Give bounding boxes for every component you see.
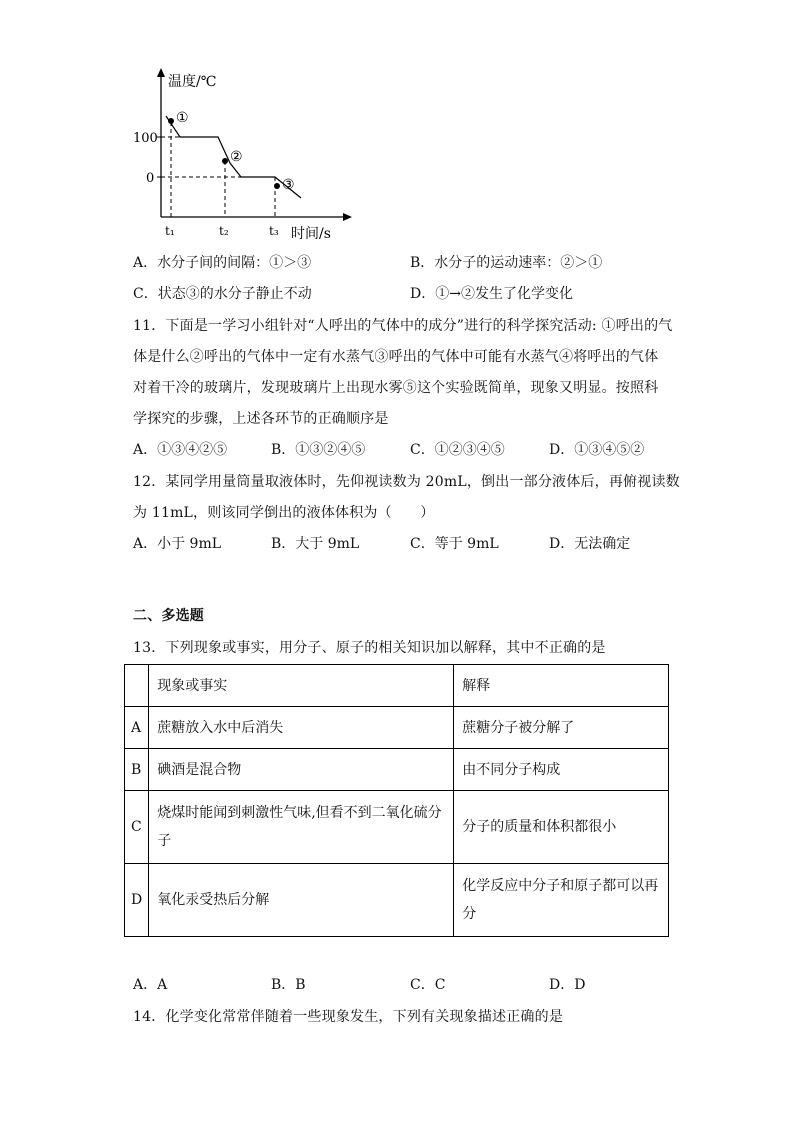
q11-option-c: C．①②③④⑤ <box>410 442 505 458</box>
y-axis-arrow <box>157 68 165 77</box>
table-header-cell <box>125 665 149 707</box>
q11-option-a: A．①③④②⑤ <box>133 442 228 458</box>
q11-option-d: D．①③④⑤② <box>549 442 645 458</box>
table-cell-key: D <box>125 864 149 937</box>
table-cell-explanation: 分子的质量和体积都很小 <box>454 791 669 864</box>
q11-line-1: 11．下面是一学习小组针对“人呼出的气体中的成分”进行的科学探究活动: ①呼出的气 <box>133 318 673 334</box>
table-cell-fact: 碘酒是混合物 <box>149 749 454 791</box>
x-axis-arrow <box>343 213 352 221</box>
point-2-label: ② <box>230 149 243 165</box>
table-cell-explanation: 蔗糖分子被分解了 <box>454 707 669 749</box>
q13-option-b: B．B <box>271 977 306 993</box>
q11-line-4: 学探究的步骤，上述各环节的正确顺序是 <box>133 411 389 427</box>
q10-option-c: C．状态③的水分子静止不动 <box>133 286 312 302</box>
q10-option-d: D．①→②发生了化学变化 <box>410 286 573 302</box>
q11-line-2: 体是什么②呼出的气体中一定有水蒸气③呼出的气体中可能有水蒸气④将呼出的气体 <box>133 349 659 365</box>
q13-table <box>124 664 669 937</box>
q13-option-a: A．A <box>133 977 168 993</box>
x-tick-label-t1: t₁ <box>165 224 175 238</box>
point-1-label: ① <box>176 110 189 126</box>
table-row <box>125 707 669 749</box>
table-header-row <box>125 665 669 707</box>
table-header-cell: 解释 <box>454 665 669 707</box>
q12-line-1: 12．某同学用量筒量取液体时，先仰视读数为 20mL，倒出一部分液体后，再俯视读数 <box>133 474 680 490</box>
point-1 <box>168 118 174 124</box>
q13-option-d: D．D <box>549 977 586 993</box>
q13-stem: 13．下列现象或事实，用分子、原子的相关知识加以解释，其中不正确的是 <box>133 640 606 656</box>
table-cell-fact <box>149 791 454 864</box>
q10-option-b: B．水分子的运动速率：②＞① <box>410 255 603 271</box>
temperature-time-chart <box>120 60 380 250</box>
point-3 <box>274 183 280 189</box>
y-tick-label-0: 0 <box>146 171 155 186</box>
q12-option-c: C．等于 9mL <box>410 536 499 552</box>
q11-option-b: B．①③②④⑤ <box>271 442 366 458</box>
table-cell-fact-text: 烧煤时能闻到刺激性气味,但看不到二氧化硫分子 <box>157 805 442 849</box>
q12-option-b: B．大于 9mL <box>271 536 360 552</box>
table-header-cell: 现象或事实 <box>149 665 454 707</box>
table-row <box>125 791 669 864</box>
point-3-label: ③ <box>282 177 295 193</box>
table-cell-key: C <box>125 791 149 864</box>
point-2 <box>222 158 228 164</box>
table-cell-fact: 氧化汞受热后分解 <box>149 864 454 937</box>
q12-option-a: A．小于 9mL <box>133 536 222 552</box>
q12-option-d: D．无法确定 <box>549 536 631 552</box>
q10-option-a: A．水分子间的间隔：①＞③ <box>133 255 312 271</box>
q11-line-3: 对着干冷的玻璃片，发现玻璃片上出现水雾⑤这个实验既简单，现象又明显。按照科 <box>133 380 659 396</box>
table-cell-key: A <box>125 707 149 749</box>
table-cell-fact: 蔗糖放入水中后消失 <box>149 707 454 749</box>
q12-line-2: 为 11mL，则该同学倒出的液体体积为（ ） <box>133 505 435 521</box>
table-cell-explanation: 由不同分子构成 <box>454 749 669 791</box>
table-cell-explanation-text: 化学反应中分子和原子都可以再分 <box>462 878 659 922</box>
table-cell-key: B <box>125 749 149 791</box>
table-row <box>125 749 669 791</box>
x-tick-label-t2: t₂ <box>219 224 229 238</box>
y-axis-label: 温度/℃ <box>168 74 217 90</box>
section-heading: 二、多选题 <box>133 608 204 624</box>
q14-stem: 14．化学变化常常伴随着一些现象发生，下列有关现象描述正确的是 <box>133 1009 564 1025</box>
y-tick-label-100: 100 <box>133 131 158 146</box>
table-cell-explanation <box>454 864 669 937</box>
x-axis-label: 时间/s <box>291 226 331 242</box>
q13-option-c: C．C <box>410 977 446 993</box>
x-tick-label-t3: t₃ <box>269 224 279 238</box>
table-row <box>125 864 669 937</box>
